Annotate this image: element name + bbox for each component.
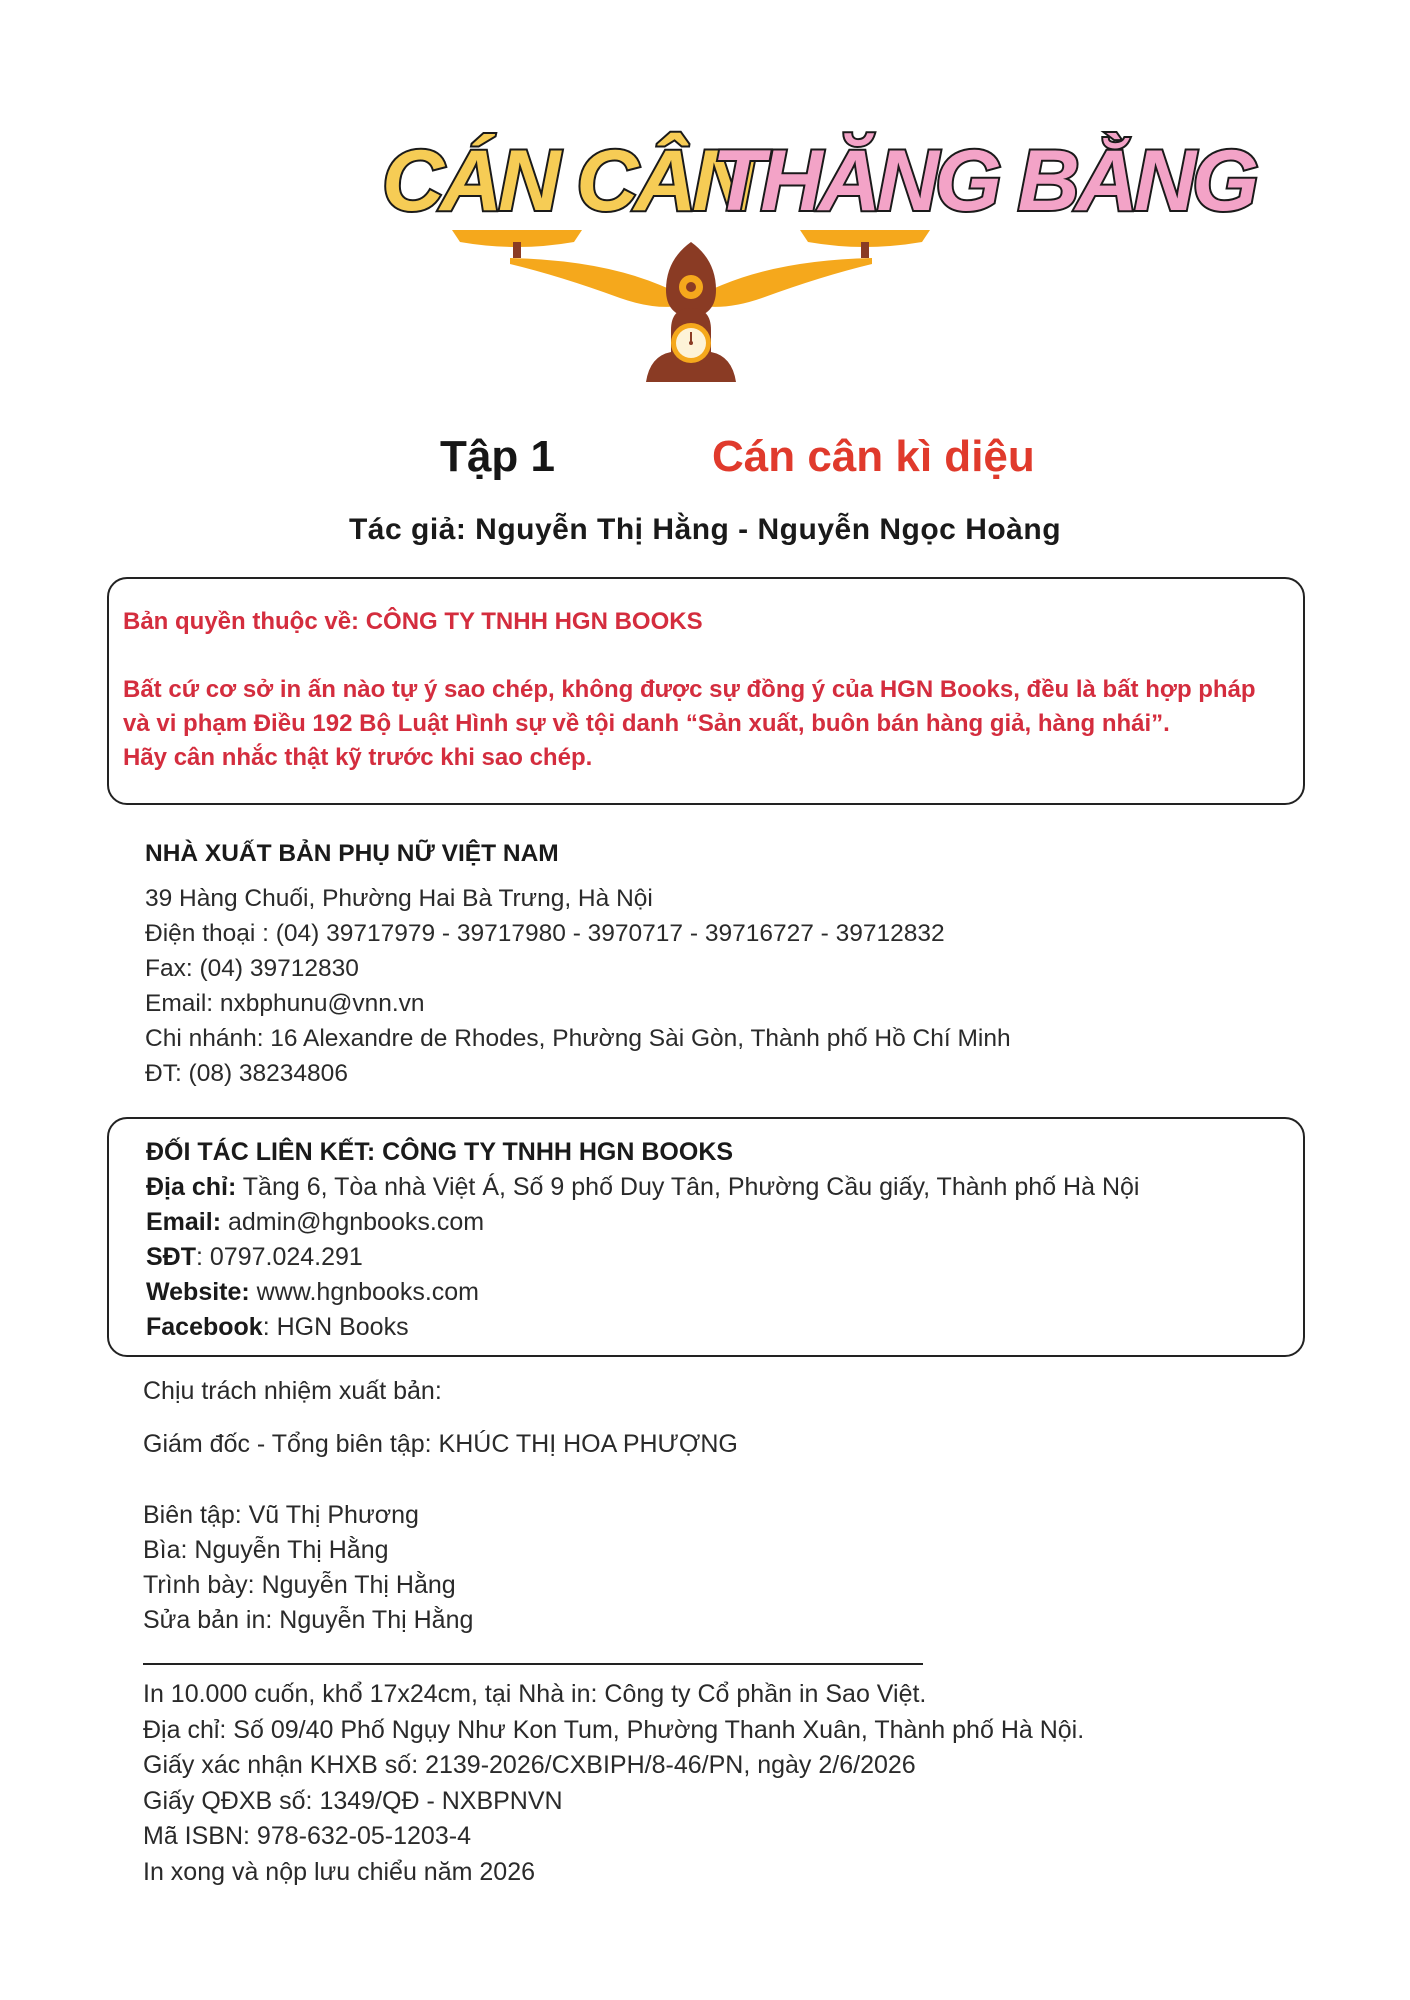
printing-info xyxy=(143,1677,1343,1890)
partner-heading: ĐỐI TÁC LIÊN KẾT: CÔNG TY TNHH HGN BOOKS xyxy=(146,1138,734,1166)
publisher-email: Email: nxbphunu@vnn.vn xyxy=(145,990,425,1017)
editor-line: Biên tập: Vũ Thị Phương xyxy=(143,1501,419,1529)
partner-phone: SĐT: 0797.024.291 xyxy=(146,1243,363,1271)
authors-line: Tác giả: Nguyễn Thị Hằng - Nguyễn Ngọc Hoàng xyxy=(348,513,1062,546)
publisher-phone: Điện thoại : (04) 39717979 - 39717980 - 3970717 - 39716727 - 39712832 xyxy=(145,920,945,947)
book-subtitle: Cán cân kì diệu xyxy=(712,432,1035,481)
cover-line: Bìa: Nguyễn Thị Hằng xyxy=(143,1536,389,1564)
publisher-name: NHÀ XUẤT BẢN PHỤ NỮ VIỆT NAM xyxy=(145,840,559,867)
publisher-fax: Fax: (04) 39712830 xyxy=(145,955,359,982)
responsibility-heading: Chịu trách nhiệm xuất bản: xyxy=(143,1377,442,1405)
partner-email: Email: admin@hgnbooks.com xyxy=(146,1208,485,1236)
layout-line: Trình bày: Nguyễn Thị Hằng xyxy=(143,1571,456,1599)
volume-label: Tập 1 xyxy=(440,432,555,481)
publisher-address: 39 Hàng Chuối, Phường Hai Bà Trưng, Hà Nội xyxy=(145,885,653,912)
copyright-warning-line: Hãy cân nhắc thật kỹ trước khi sao chép. xyxy=(123,744,593,771)
partner-facebook: Facebook: HGN Books xyxy=(146,1313,409,1341)
publisher-branch-phone: ĐT: (08) 38234806 xyxy=(145,1060,348,1087)
publisher-info xyxy=(145,836,1295,1091)
proof-line: Sửa bản in: Nguyễn Thị Hằng xyxy=(143,1606,474,1634)
publisher-branch: Chi nhánh: 16 Alexandre de Rhodes, Phường Sài Gòn, Thành phố Hồ Chí Minh xyxy=(145,1025,1011,1052)
partner-address: Địa chỉ: Tầng 6, Tòa nhà Việt Á, Số 9 phố Duy Tân, Phường Cầu giấy, Thành phố Hà Nội xyxy=(146,1173,1140,1201)
copyright-warning-line: Bất cứ cơ sở in ấn nào tự ý sao chép, không được sự đồng ý của HGN Books, đều là bất hợp pháp xyxy=(123,676,1256,703)
book-logo xyxy=(360,90,1255,400)
scale-beam xyxy=(510,258,690,307)
decision-line: Giấy QĐXB số: 1349/QĐ - NXBPNVN xyxy=(143,1786,563,1815)
copyright-notice-box xyxy=(107,577,1305,805)
divider-line xyxy=(143,1663,923,1665)
partner-info-box xyxy=(107,1117,1305,1357)
deposit-line: In xong và nộp lưu chiểu năm 2026 xyxy=(143,1857,536,1886)
copyright-warning-line: và vi phạm Điều 192 Bộ Luật Hình sự về tội danh “Sản xuất, buôn bán hàng giả, hàng nhái”. xyxy=(123,710,1170,737)
isbn-line: Mã ISBN: 978-632-05-1203-4 xyxy=(143,1822,471,1850)
logo-word-left: CÁN CÂN xyxy=(382,133,751,229)
director-line: Giám đốc - Tổng biên tập: KHÚC THỊ HOA PHƯỢNG xyxy=(143,1430,738,1458)
logo-word-right: THĂNG BẰNG xyxy=(712,133,1255,229)
print-run-line: In 10.000 cuốn, khổ 17x24cm, tại Nhà in: Công ty Cổ phần in Sao Việt. xyxy=(143,1680,927,1708)
partner-website: Website: www.hgnbooks.com xyxy=(146,1278,480,1306)
license-line: Giấy xác nhận KHXB số: 2139-2026/CXBIPH/8-46/PN, ngày 2/6/2026 xyxy=(143,1751,916,1779)
copyright-owner: Bản quyền thuộc về: CÔNG TY TNHH HGN BOOKS xyxy=(123,608,703,635)
printer-address-line: Địa chỉ: Số 09/40 Phố Ngụy Như Kon Tum, Phường Thanh Xuân, Thành phố Hà Nội. xyxy=(143,1715,1085,1744)
